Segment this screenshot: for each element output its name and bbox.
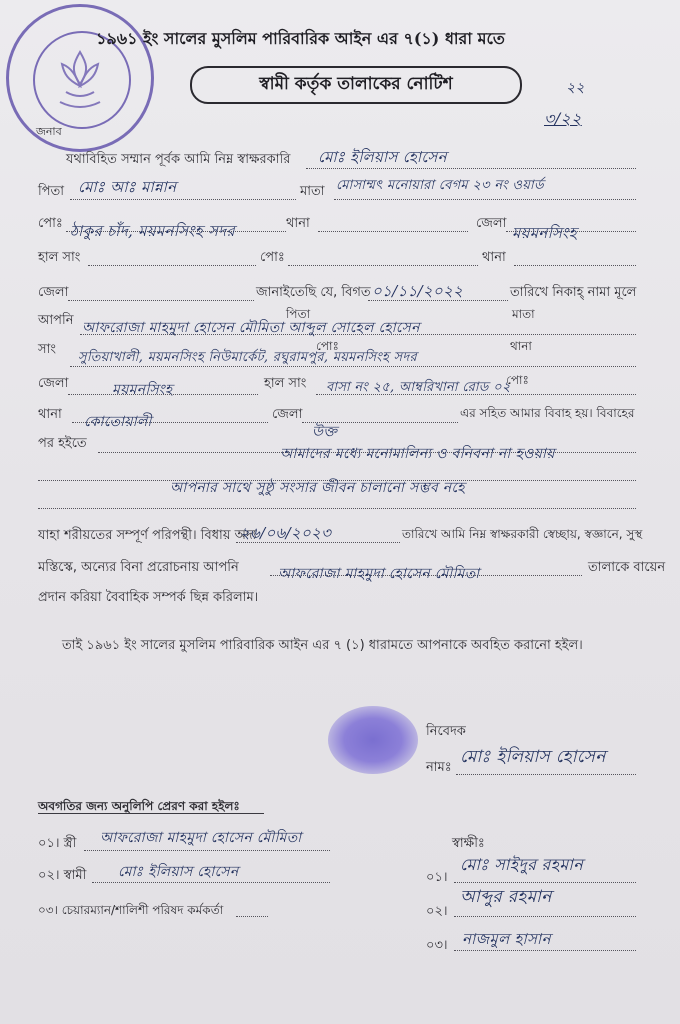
copy-swami-label: ০২। স্বামী [38,868,87,883]
wife-thana: কোতোয়ালী [84,414,152,430]
nam-label: নামঃ [426,760,452,775]
wife-hal-address: বাসা নং ২৫, আম্বরিখানা রোড ০২ [326,380,511,395]
signer-name: মোঃ ইলিয়াস হোসেন [318,148,447,166]
document-title: ১৯৬১ ইং সালের মুসলিম পারিবারিক আইন এর ৭(১) ধারা মতে [96,29,505,48]
wife-zila: ময়মনসিংহ [112,382,173,398]
wife-address: সুতিয়াখালী, ময়মনসিংহ নিউমার্কেট, রঘুরামপুর, ময়মনসিংহ সদর [78,350,417,365]
janaitechi-label: জানাইতেছি যে, বিগত [256,285,371,300]
zila-label: জেলা [476,216,507,231]
reason-line-1: উক্ত [312,424,338,440]
bibaho-label: এর সহিত আমার বিবাহ হয়। বিবাহের [460,406,635,420]
thana3-label: থানা [38,407,62,422]
po2-label: পোঃ [316,339,339,353]
copy-swami-name: মোঃ ইলিয়াস হোসেন [118,864,239,880]
copy-chairman-label: ০৩। চেয়ারম্যান/শালিশী পরিষদ কর্মকর্তা [38,903,224,917]
thana2-label: থানা [510,339,532,353]
copy-stri-label: ০১। স্ত্রী [38,836,77,851]
copy-stri-name: আফরোজা মাহমুদা হোসেন মৌমিতা [100,830,302,846]
wife-name-2: আফরোজা মাহমুদা হোসেন মৌমিতা [278,566,480,582]
reason-line-2: আমাদের মধ্যে মনোমালিন্য ও বনিবনা না হওয়ায় [280,446,555,462]
po-value: ঠাকুর চাঁদ, ময়মনসিংহ সদর [70,222,235,240]
reference-bottom: ৩/২২ [544,109,582,128]
pita2-label: পিতা [286,307,311,321]
zila-value: ময়মনসিংহ [512,224,577,242]
mother-name: মোসাম্মৎ মনোয়ারা বেগম ২৩ নং ওয়ার্ড [336,178,544,193]
apni-label: আপনি [38,313,74,328]
prodan-label: প্রদান করিয়া বৈবাহিক সম্পর্ক ছিন্ন করিলাম। [38,590,259,605]
obogoti-heading: অবগতির জন্য অনুলিপি প্রেরণ করা হইলঃ [38,799,240,813]
thana-label-2: থানা [482,250,506,265]
zila3-label: জেলা [38,376,69,391]
zila4-label: জেলা [272,407,303,422]
father-name: মোঃ আঃ মান্নান [78,178,177,196]
witness-3-label: ০৩। [426,938,448,953]
intro-label: যথাবিহিত সম্মান পূর্বক আমি নিম্ন স্বাক্ষরকারি [66,152,291,167]
wife-name: আফরোজা মাহমুদা হোসেন মৌমিতা আব্দুল সোহেল হোসেন [82,320,420,336]
mother-label: মাতা [300,184,325,199]
thana-label: থানা [286,216,310,231]
witness-1-label: ০১। [426,870,448,885]
po-label-2: পোঃ [260,250,285,265]
por-hoite-label: পর হইতে [38,436,87,451]
hal-sang-label: হাল সাং [38,250,81,265]
hal-sang2-label: হাল সাং [264,376,307,391]
zila-label-2: জেলা [38,285,69,300]
witness-2-name: আব্দুর রহমান [460,887,552,907]
sang-label: সাং [38,342,56,357]
nibedok-label: নিবেদক [426,724,466,739]
jaha-label: যাহা শরীয়তের সম্পূর্ণ পরিপন্থী। বিধায় অদ্য [38,528,257,543]
witness-1-name: মোঃ সাইদুর রহমান [460,855,584,874]
po-label: পোঃ [38,216,63,231]
witness-2-label: ০২। [426,904,448,919]
mata2-label: মাতা [512,307,535,321]
marriage-date: ০১/১১/২০২২ [372,282,464,300]
reason-line-3: আপনার সাথে সুষ্ঠু সংসার জীবন চালানো সম্ভব নহে [170,480,465,496]
notice-title: স্বামী কর্তৃক তালাকের নোটিশ [190,66,522,104]
tarikhe-ami-label: তারিখে আমি নিম্ন স্বাক্ষরকারী স্বেচ্ছায়, স্বজ্ঞানে, সুস্থ [402,527,643,541]
po3-label: পোঃ [506,373,529,387]
witness-heading: স্বাক্ষীঃ [452,836,485,851]
talake-label: তালাকে বায়েন [588,560,666,575]
nibedok-name: মোঃ ইলিয়াস হোসেন [460,747,606,767]
tai-statement: তাই ১৯৬১ ইং সালের মুসলিম পারিবারিক আইন এর ৭ (১) ধারামতে আপনাকে অবহিত করানো হইল। [62,638,583,653]
mostishke-label: মস্তিস্কে, অন্যের বিনা প্ররোচনায় আপনি [38,560,239,575]
janab-label: জনাব [36,125,62,138]
talak-date: ২৬/০৬/২০২৩ [240,524,332,542]
reference-top: ২২ [566,80,585,96]
father-label: পিতা [38,184,65,199]
thumbprint [328,706,418,774]
witness-3-name: নাজমুল হাসান [462,930,551,948]
nikah-label: তারিখে নিকাহ্ নামা মূলে [510,285,637,300]
